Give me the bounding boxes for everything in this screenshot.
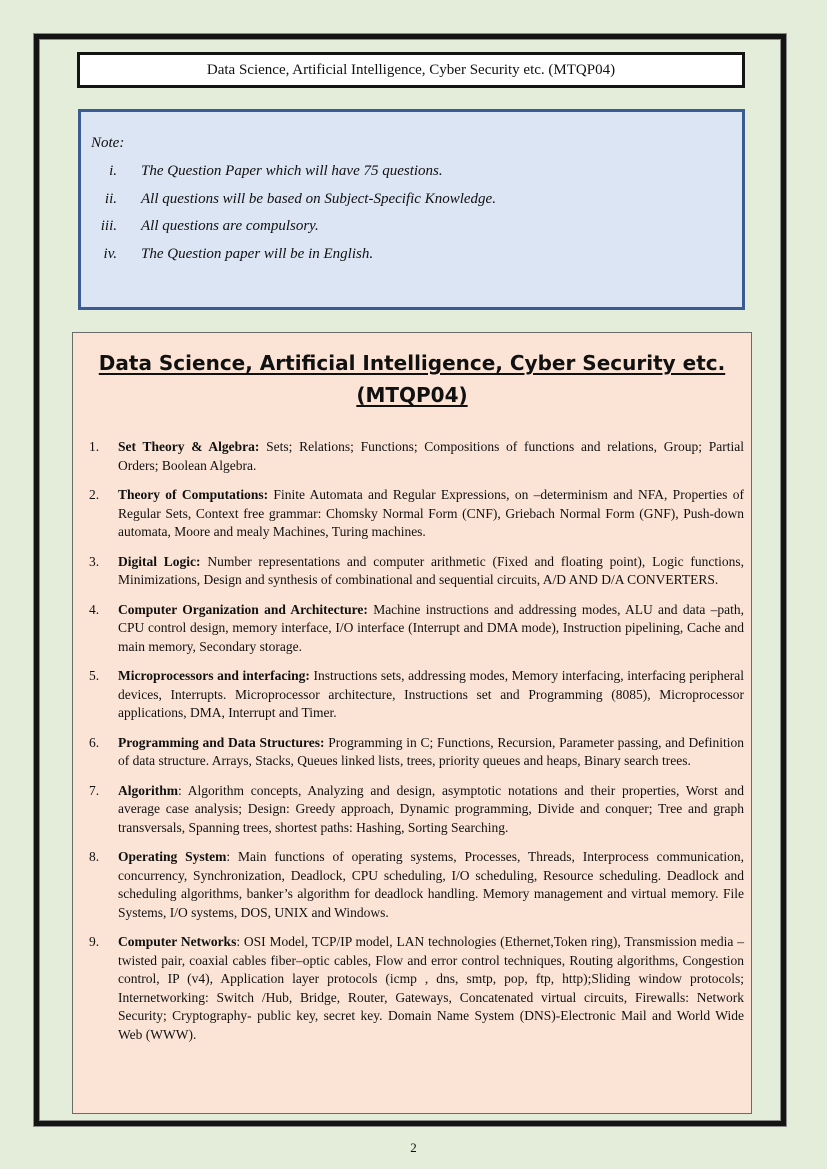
topic-title: Theory of Computations: <box>118 487 269 502</box>
topic-body <box>118 486 744 542</box>
topic-description: : OSI Model, TCP/IP model, LAN technologies (Ethernet,Token ring), Transmission media – twisted pair, coaxial cables fiber–optic cables, Flow and error control techniques, Routing algorithms, Congestion control, IP (v4), Application layer protocols (icmp , dns, smtp, pop, ftp, http);Sliding window protocols; Internetworking: Switch /Hub, Bridge, Router, Gateways, Concatenated virtual circuits, Firewalls: Network Security; Cryptography- public key, secret key. Domain Name System (DNS)-Electronic Mail and World Wide Web (WWW). <box>118 934 744 1042</box>
topic-list <box>89 438 744 1055</box>
topic-number: 2. <box>89 487 100 502</box>
topic-item <box>89 734 744 771</box>
note-item <box>81 218 496 246</box>
note-item-text: The Question Paper which will have 75 questions. <box>141 163 443 179</box>
note-list <box>81 163 496 273</box>
topic-body <box>118 601 744 657</box>
topic-number: 7. <box>89 782 100 798</box>
topic-item <box>89 601 744 657</box>
topic-description: Machine instructions and addressing modes, ALU and data –path, CPU control design, memory interface, I/O interface (Interrupt and DMA mode), Instruction pipelining, Cache and main memory, Secondary storage. <box>118 601 744 654</box>
note-item-text: All questions are compulsory. <box>141 218 319 234</box>
topic-number: 5. <box>89 668 100 683</box>
topic-item <box>89 553 744 590</box>
syllabus-heading-line2: (MTQP04) <box>356 383 468 407</box>
topic-title: Computer Organization and Architecture: <box>118 601 368 617</box>
topic-body <box>118 734 744 771</box>
note-item-number: iii. <box>100 218 117 234</box>
header-title: Data Science, Artificial Intelligence, Cyber Security etc. (MTQP04) <box>206 61 616 78</box>
note-item <box>81 246 496 274</box>
note-item-text: The Question paper will be in English. <box>141 245 374 262</box>
topic-item <box>89 933 744 1044</box>
topic-body <box>118 782 744 838</box>
topic-number: 9. <box>89 934 100 949</box>
topic-description: Programming in C; Functions, Recursion, Parameter passing, and Definition of data structure. Arrays, Stacks, Queues linked lists, trees, priority queues and heaps, Binary search trees. <box>118 734 744 768</box>
topic-body <box>118 848 744 922</box>
topic-body <box>118 933 744 1044</box>
note-item-number: i. <box>109 163 117 179</box>
topic-item <box>89 486 744 542</box>
note-label: Note: <box>91 135 125 151</box>
note-item <box>81 191 496 219</box>
topic-item <box>89 667 744 723</box>
topic-body <box>118 553 744 590</box>
topic-item <box>89 848 744 922</box>
topic-title: Algorithm <box>118 782 178 798</box>
topic-title: Microprocessors and interfacing: <box>118 668 310 683</box>
topic-title: Set Theory & Algebra: <box>118 439 260 454</box>
topic-number: 6. <box>89 734 100 750</box>
topic-number: 8. <box>89 849 100 864</box>
topic-title: Computer Networks <box>118 934 237 949</box>
syllabus-box <box>72 332 752 1114</box>
topic-description: Sets; Relations; Functions; Compositions of functions and relations, Group; Partial Orders; Boolean Algebra. <box>118 439 744 473</box>
topic-description: : Algorithm concepts, Analyzing and design, asymptotic notations and their properties, Worst and average case analysis; Design: Greedy approach, Dynamic programming, Divide and conquer; Tree and graph transversals, Spanning trees, shortest paths: Hashing, Sorting Searching. <box>118 782 744 835</box>
topic-item <box>89 782 744 838</box>
topic-description: Instructions sets, addressing modes, Memory interfacing, interfacing peripheral devices, Interrupts. Microprocessor architecture, Instructions set and Programming (8085), Microprocessor applications, DMA, Interrupt and Timer. <box>118 668 744 720</box>
note-item-number: ii. <box>104 190 117 207</box>
syllabus-heading <box>73 347 751 411</box>
header-title-box <box>77 52 745 88</box>
topic-number: 3. <box>89 553 100 569</box>
note-item-number: iv. <box>103 245 117 262</box>
topic-description: Finite Automata and Regular Expressions, on –determinism and NFA, Properties of Regular Sets, Context free grammar: Chomsky Normal Form (CNF), Griebach Normal Form (GNF), Push-down automata, Moore and mealy Machines, Turing machines. <box>118 487 744 539</box>
topic-description: : Main functions of operating systems, Processes, Threads, Interprocess communication, concurrency, Synchronization, Deadlock, CPU scheduling, I/O scheduling, Resource scheduling. Deadlock and scheduling algorithms, banker’s algorithm for deadlock handling. Memory management and virtual memory. File Systems, I/O systems, DOS, UNIX and Windows. <box>118 849 744 920</box>
topic-number: 1. <box>89 439 100 454</box>
topic-title: Operating System <box>118 849 227 864</box>
topic-title: Programming and Data Structures: <box>118 734 325 750</box>
topic-number: 4. <box>89 601 100 617</box>
topic-body <box>118 667 744 723</box>
note-item-text: All questions will be based on Subject-Specific Knowledge. <box>141 190 496 207</box>
topic-item <box>89 438 744 475</box>
syllabus-heading-line1: Data Science, Artificial Intelligence, Cyber Security etc. <box>98 351 726 375</box>
topic-description: Number representations and computer arithmetic (Fixed and floating point), Logic functions, Minimizations, Design and synthesis of combinational and sequential circuits, A/D AND D/A CONVERTERS. <box>118 553 744 587</box>
note-box <box>78 109 745 310</box>
page-number: 2 <box>410 1140 417 1155</box>
note-item <box>81 163 496 191</box>
topic-title: Digital Logic: <box>118 553 201 569</box>
topic-body <box>118 438 744 475</box>
